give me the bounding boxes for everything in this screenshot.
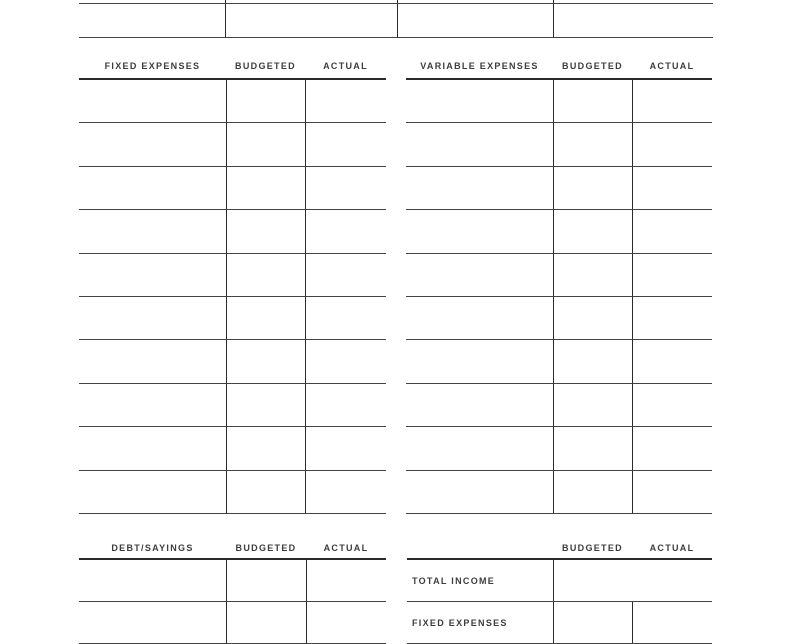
empty-cell: [632, 80, 712, 123]
variable-expenses-title: VARIABLE EXPENSES: [420, 61, 539, 71]
summary-actual-column-label: ACTUAL: [649, 543, 695, 553]
fixed-expenses-table: [79, 78, 386, 514]
empty-cell: [397, 4, 553, 38]
empty-cell: [226, 80, 305, 123]
empty-cell: [553, 123, 632, 166]
empty-cell: [553, 297, 632, 340]
empty-cell: [79, 210, 226, 253]
empty-cell: [305, 210, 386, 253]
empty-cell: [553, 427, 632, 470]
summary-row-total-income: [407, 560, 712, 602]
empty-cell: [305, 384, 386, 427]
empty-cell: [79, 384, 226, 427]
summary-table: [407, 558, 712, 644]
empty-cell: [406, 254, 553, 297]
empty-cell: [305, 297, 386, 340]
debt-budgeted-column-label: BUDGETED: [235, 543, 297, 553]
empty-cell: [553, 340, 632, 383]
empty-cell: [632, 297, 712, 340]
empty-cell: [306, 560, 386, 602]
fixed-expenses-actual-cell: [632, 602, 712, 643]
empty-cell: [406, 80, 553, 123]
debt-savings-header: [79, 542, 386, 554]
empty-cell: [226, 254, 305, 297]
variable-actual-column-label: ACTUAL: [649, 61, 695, 71]
summary-budgeted-column-label: BUDGETED: [562, 543, 623, 553]
empty-cell: [226, 210, 305, 253]
income-table-partial: [79, 0, 713, 38]
empty-cell: [305, 427, 386, 470]
empty-cell: [305, 123, 386, 166]
empty-cell: [553, 80, 632, 123]
empty-cell: [406, 123, 553, 166]
empty-cell: [79, 560, 226, 602]
empty-cell: [226, 427, 305, 470]
empty-cell: [79, 80, 226, 123]
empty-cell: [305, 471, 386, 514]
empty-cell: [406, 210, 553, 253]
total-income-label: TOTAL INCOME: [412, 575, 496, 586]
empty-cell: [553, 384, 632, 427]
empty-cell: [305, 340, 386, 383]
summary-header: [553, 542, 712, 554]
variable-expenses-table: [406, 78, 712, 514]
empty-cell: [406, 340, 553, 383]
empty-cell: [553, 210, 632, 253]
debt-savings-table: [79, 558, 386, 644]
empty-cell: [632, 210, 712, 253]
empty-cell: [226, 384, 305, 427]
fixed-expenses-header: [79, 60, 386, 72]
empty-cell: [632, 471, 712, 514]
empty-cell: [632, 427, 712, 470]
empty-cell: [305, 80, 386, 123]
empty-cell: [79, 427, 226, 470]
empty-cell: [79, 602, 226, 644]
empty-cell: [305, 254, 386, 297]
empty-cell: [406, 384, 553, 427]
empty-cell: [226, 471, 305, 514]
empty-cell: [306, 602, 386, 644]
empty-cell: [553, 471, 632, 514]
empty-cell: [226, 340, 305, 383]
fixed-budgeted-column-label: BUDGETED: [235, 61, 296, 71]
fixed-expenses-title: FIXED EXPENSES: [104, 61, 201, 71]
variable-expenses-header: [406, 60, 712, 72]
empty-cell: [632, 340, 712, 383]
variable-budgeted-column-label: BUDGETED: [562, 61, 623, 71]
empty-cell: [79, 297, 226, 340]
empty-cell: [632, 384, 712, 427]
empty-cell: [406, 167, 553, 210]
empty-cell: [79, 123, 226, 166]
empty-cell: [226, 602, 306, 644]
empty-cell: [79, 471, 226, 514]
empty-cell: [553, 4, 713, 38]
empty-cell: [79, 254, 226, 297]
empty-cell: [632, 254, 712, 297]
empty-cell: [79, 4, 225, 38]
empty-cell: [79, 167, 226, 210]
empty-cell: [226, 297, 305, 340]
empty-cell: [553, 254, 632, 297]
empty-cell: [79, 340, 226, 383]
empty-cell: [553, 167, 632, 210]
debt-savings-title: DEBT/SAYINGS: [111, 543, 194, 553]
debt-actual-column-label: ACTUAL: [323, 543, 369, 553]
empty-cell: [226, 167, 305, 210]
empty-cell: [406, 427, 553, 470]
empty-cell: [225, 4, 397, 38]
summary-row-fixed-expenses: [407, 602, 712, 644]
empty-cell: [406, 297, 553, 340]
total-income-value-cell: [553, 560, 712, 601]
empty-cell: [226, 123, 305, 166]
fixed-expenses-summary-label: FIXED EXPENSES: [412, 617, 508, 628]
empty-cell: [305, 167, 386, 210]
fixed-expenses-budgeted-cell: [553, 602, 632, 643]
empty-cell: [632, 123, 712, 166]
empty-cell: [632, 167, 712, 210]
fixed-actual-column-label: ACTUAL: [323, 61, 368, 71]
empty-cell: [226, 560, 306, 602]
empty-cell: [406, 471, 553, 514]
